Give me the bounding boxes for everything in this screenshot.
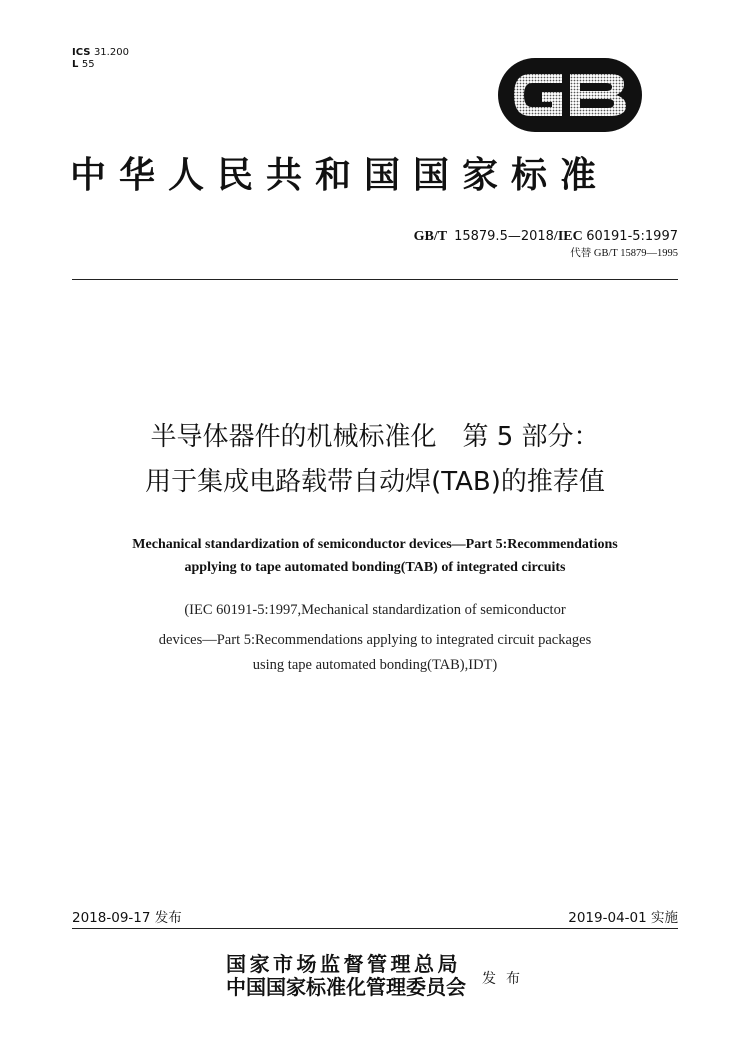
national-standard-heading: 中华人民共和国国家标准 [70,155,610,195]
iec-reference-line-1: (IEC 60191-5:1997,Mechanical standardization of semiconductor [184,602,566,618]
ccs-code: L 55 [72,59,95,70]
iec-reference-line-2: devices—Part 5:Recommendations applying to integrated circuit packages [158,632,592,648]
replaces-note: 代替 GB/T 15879—1995 [570,248,678,259]
chinese-title-line-1: 半导体器件的机械标准化 第 5 部分： [150,422,600,452]
issue-date: 2018-09-17 发布 [72,910,182,926]
english-title-line-2: applying to tape automated bonding(TAB) of integrated circuits [184,560,566,575]
issuer-line-1: 国家市场监督管理总局 [226,954,461,976]
classification-codes [72,47,129,71]
issuer-line-2: 中国国家标准化管理委员会 [226,977,466,999]
implementation-date: 2019-04-01 实施 [568,910,678,926]
svg-text:GB: GB [498,58,500,59]
top-divider [72,279,678,280]
issuer-action: 发布 [482,972,530,987]
english-title-line-1: Mechanical standardization of semiconductor devices—Part 5:Recommendations [132,537,618,552]
ics-code: ICS 31.200 [72,47,129,58]
bottom-divider [72,928,678,929]
gb-logo-icon [498,58,642,132]
chinese-title-line-2: 用于集成电路载带自动焊(TAB)的推荐值 [145,467,605,497]
standard-number: GB/T 15879.5—2018/IEC 60191-5:1997 [413,229,678,244]
iec-reference-line-3: using tape automated bonding(TAB),IDT) [252,657,498,673]
